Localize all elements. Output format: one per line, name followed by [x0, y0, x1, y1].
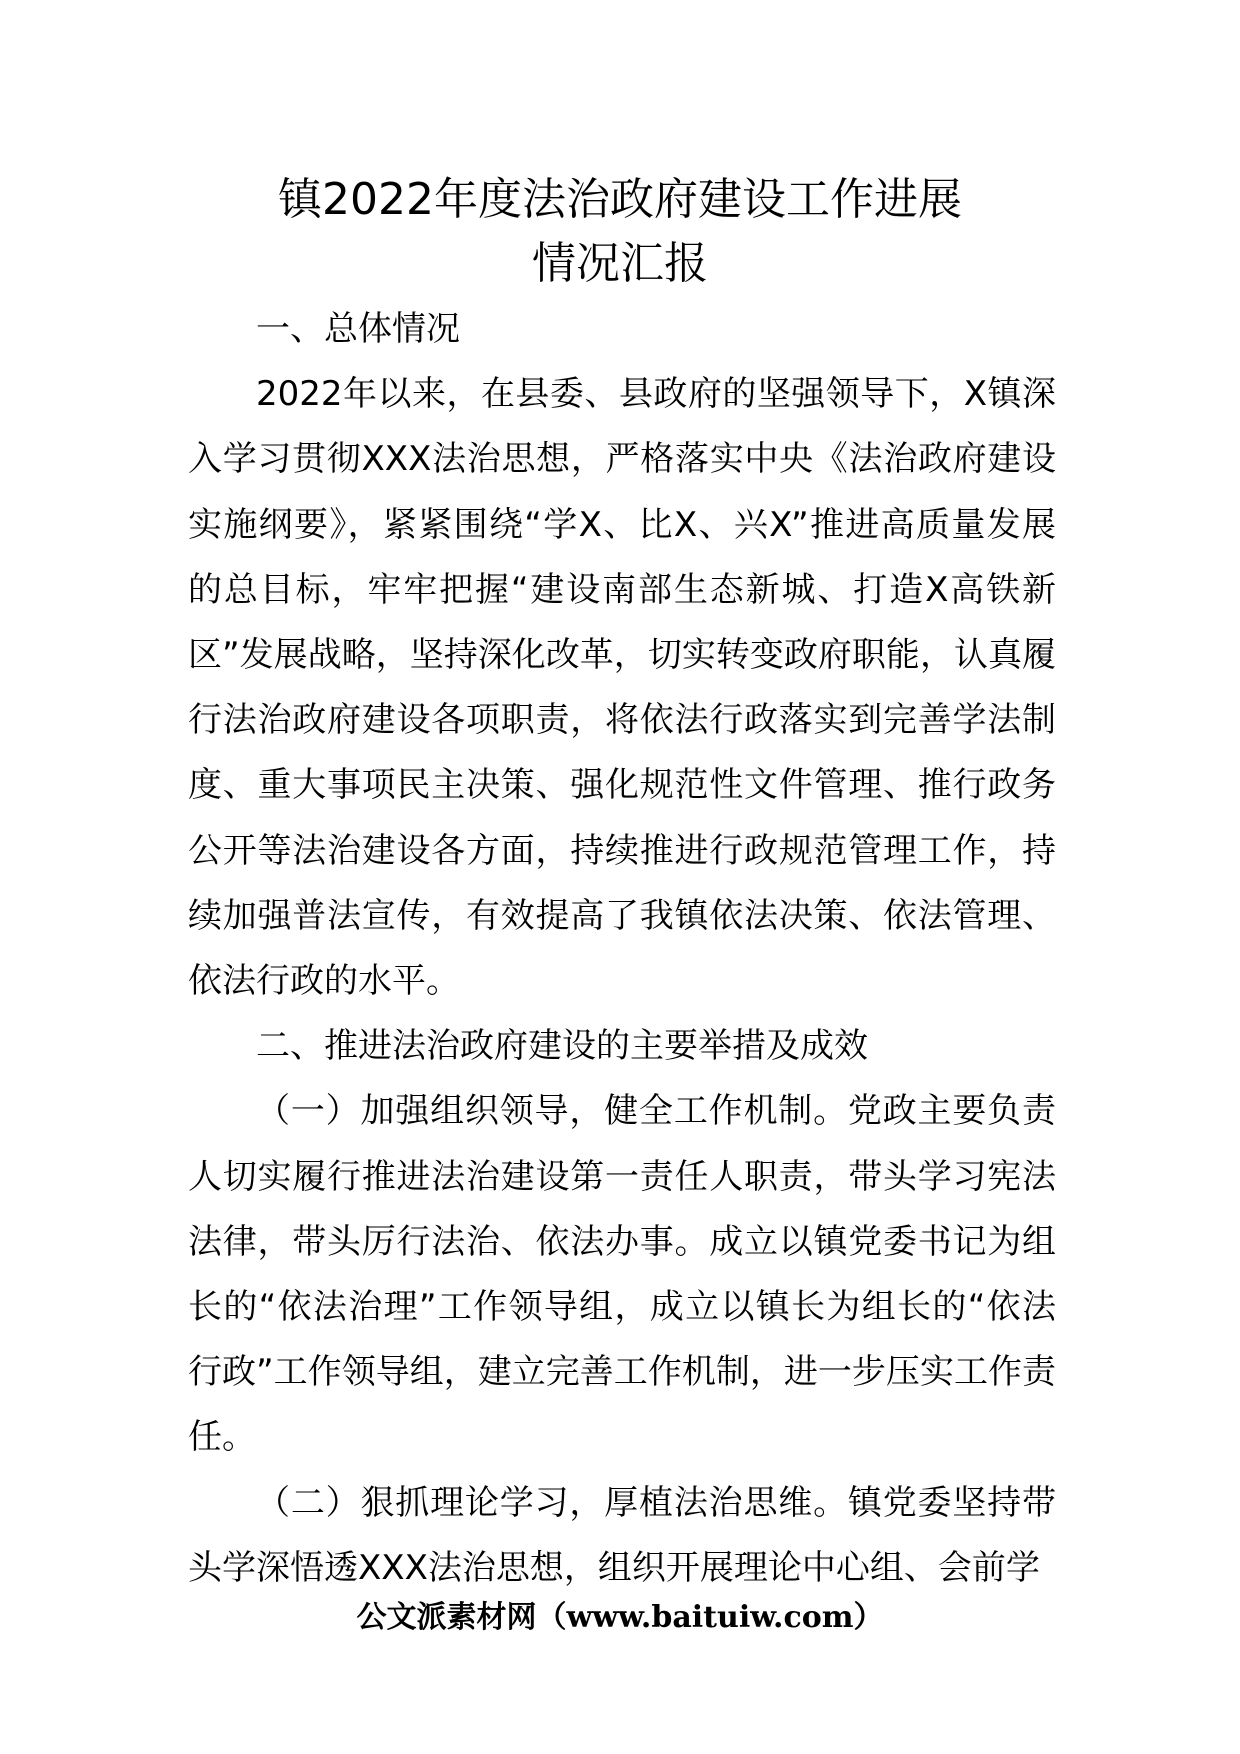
section-heading-overview: 一、总体情况: [256, 309, 460, 349]
paragraph-theory-study: （二）狠抓理论学习，厚植法治思维。镇党委坚持带头学深悟透XXX法治思想，组织开展理论中心组、会前学: [188, 1482, 1056, 1588]
section-heading-measures: 二、推进法治政府建设的主要举措及成效: [256, 1026, 868, 1067]
document-title-line1: 镇2022年度法治政府建设工作进展: [278, 174, 962, 225]
paragraph-organization: （一）加强组织领导，健全工作机制。党政主要负责人切实履行推进法治建设第一责任人职责，带头学习宪法法律，带头厉行法治、依法办事。成立以镇党委书记为组长的“依法治理”工作领导组，成立以镇长为组长的“依法行政”工作领导组，建立完善工作机制，进一步压实工作责任。: [188, 1091, 1056, 1458]
document-title-line2: 情况汇报: [532, 238, 708, 289]
footer-watermark: 公文派素材网（www.baituiw.com）: [356, 1600, 884, 1635]
paragraph-overview: 2022年以来，在县委、县政府的坚强领导下，X镇深入学习贯彻XXX法治思想，严格落实中央《法治政府建设实施纲要》，紧紧围绕“学X、比X、兴X”推进高质量发展的总目标，牢牢把握“建设南部生态新城、打造X高铁新区”发展战略，坚持深化改革，切实转变政府职能，认真履行法治政府建设各项职责，将依法行政落实到完善学法制度、重大事项民主决策、强化规范性文件管理、推行政务公开等法治建设各方面，持续推进行政规范管理工作，持续加强普法宣传，有效提高了我镇依法决策、依法管理、依法行政的水平。: [188, 374, 1056, 1002]
document-body: [188, 297, 1056, 1601]
